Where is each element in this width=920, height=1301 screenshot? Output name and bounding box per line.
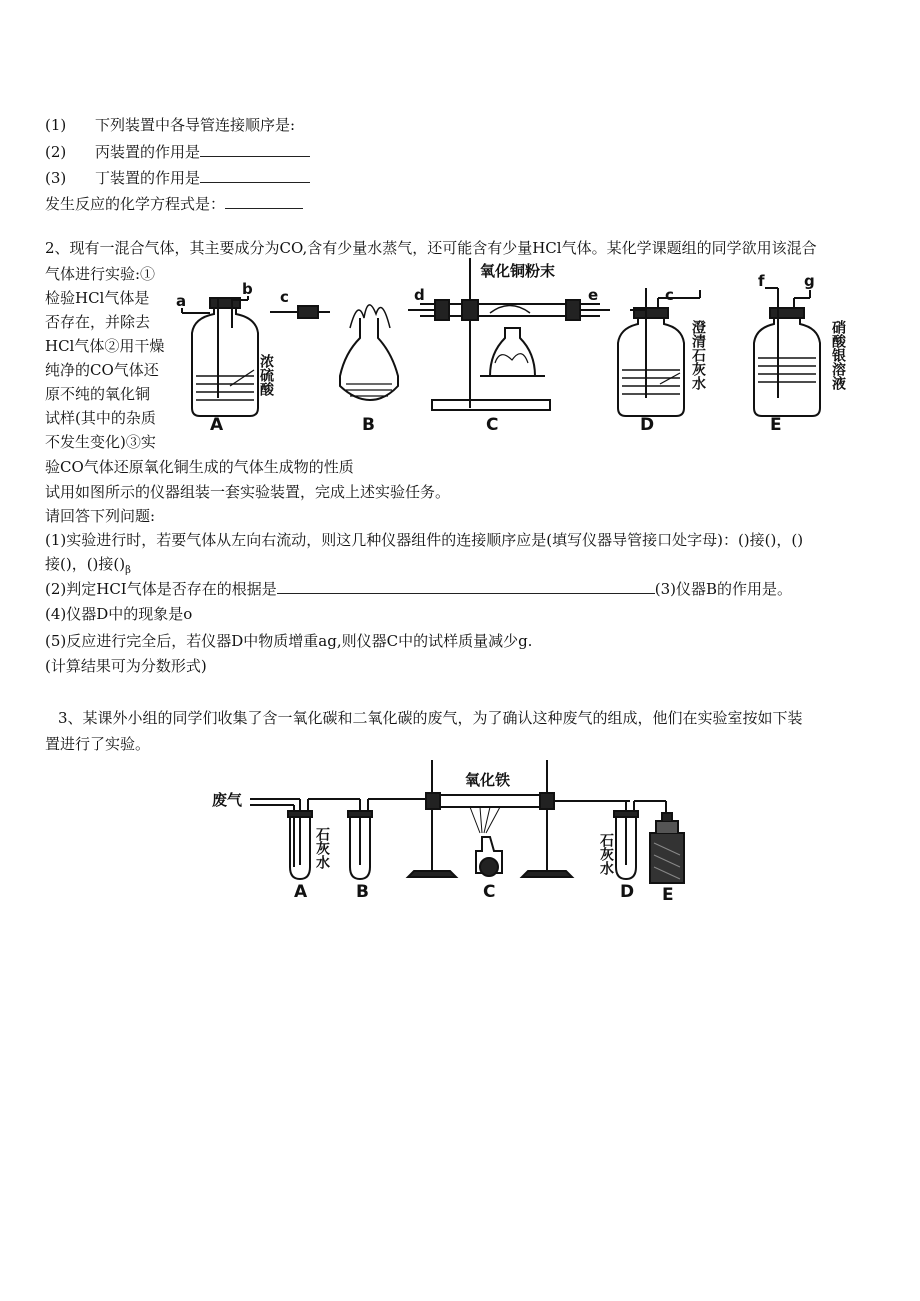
- q1-item-2-text: 丙装置的作用是: [95, 143, 201, 161]
- port-label-e: e: [588, 286, 599, 304]
- q3-line2: 置进行了实验。: [45, 735, 151, 753]
- waste-gas-label: 废气: [212, 791, 243, 809]
- q1-item-2-num: (2): [45, 143, 67, 161]
- q2-intro-line-after: 验CO气体还原氧化铜生成的气体生成物的性质: [45, 458, 354, 476]
- reagent-label-D: 澄清石灰水: [690, 320, 706, 390]
- q2-question-1-line2-text: 接()，()接(): [45, 555, 126, 573]
- limewater-label-D: 石灰水: [598, 833, 614, 875]
- q2-question-1-sub: β: [125, 565, 131, 576]
- apparatus-name-B: B: [362, 415, 375, 433]
- port-label-g: g: [804, 272, 815, 290]
- reagent-label-A: 浓硫酸: [258, 354, 274, 396]
- port-label-f: f: [758, 272, 765, 290]
- apparatus-name-C: C: [486, 415, 499, 433]
- test-tube-B: [348, 799, 440, 879]
- q2-intro-line: 检验HCl气体是: [45, 289, 150, 307]
- q2-question-5: (5)反应进行完全后，若仪器D中物质增重ag,则仪器C中的试样质量减少g.: [45, 632, 533, 650]
- apparatus-D: [618, 288, 700, 416]
- apparatus-name-A: A: [210, 415, 224, 433]
- port-label-d: d: [414, 286, 425, 304]
- q2-intro-line: 气体进行实验:①: [45, 265, 156, 283]
- apparatus-label-B: B: [356, 882, 369, 902]
- q3-line1: 3、某课外小组的同学们收集了含一氧化碳和二氧化碳的废气，为了确认这种废气的组成，他们在实验室按如下装: [58, 709, 803, 727]
- q2-question-1-line1: (1)实验进行时，若要气体从左向右流动，则这几种仪器组件的连接顺序应是(填写仪器导管接口处字母)：()接()，(): [45, 531, 804, 549]
- port-label-b: b: [242, 280, 253, 298]
- q2-note: (计算结果可为分数形式): [45, 657, 207, 675]
- q2-apparatus-figure: [170, 258, 900, 433]
- q2-intro-line: HCl气体②用干燥: [45, 337, 165, 355]
- q1-item-3: [45, 168, 310, 188]
- q1-item-1-num: (1): [45, 116, 67, 134]
- apparatus-E: [754, 288, 820, 416]
- q2-prompt: 请回答下列问题:: [45, 507, 156, 525]
- answer-blank[interactable]: [200, 168, 310, 183]
- heating-apparatus-C: [408, 760, 630, 877]
- q2-question-3: (3)仪器B的作用是。: [654, 580, 793, 598]
- q1-equation: [45, 194, 303, 214]
- answer-blank[interactable]: [200, 142, 310, 157]
- apparatus-label-A: A: [294, 882, 308, 902]
- burner-E: [650, 813, 684, 883]
- q2-intro-line: 试样(其中的杂质: [45, 409, 156, 427]
- reagent-label-E: 硝酸银溶液: [830, 320, 846, 390]
- iron-oxide-label: 氧化铁: [465, 771, 511, 789]
- q2-intro-line1: 2、现有一混合气体，其主要成分为CO,含有少量水蒸气，还可能含有少量HCl气体。某化学课题组的同学欲用该混合: [45, 239, 817, 257]
- apparatus-A: [182, 296, 258, 416]
- q2-question-1-line2: [45, 554, 131, 581]
- q2-question-2: (2)判定HCI气体是否存在的根据是: [45, 580, 277, 598]
- apparatus-label-D: D: [620, 882, 635, 902]
- q2-task: 试用如图所示的仪器组装一套实验装置，完成上述实验任务。: [45, 483, 451, 501]
- q1-item-1-text: 下列装置中各导管连接顺序是:: [95, 116, 296, 134]
- q3-apparatus-figure: [210, 755, 690, 905]
- port-label-a: a: [176, 292, 187, 310]
- q1-item-2: [45, 142, 310, 162]
- q1-equation-text: 发生反应的化学方程式是：: [45, 195, 226, 213]
- answer-blank[interactable]: [277, 579, 655, 594]
- q2-intro-line: 纯净的CO气体还: [45, 361, 159, 379]
- q2-question-4: (4)仪器D中的现象是o: [45, 605, 193, 623]
- apparatus-name-D: D: [640, 415, 655, 433]
- apparatus-name-E: E: [770, 415, 782, 433]
- port-label-c2: c: [665, 286, 674, 304]
- q2-intro-line: 不发生变化)③实: [45, 433, 156, 451]
- reagent-label-C: 氧化铜粉末: [480, 262, 556, 280]
- answer-blank[interactable]: [225, 194, 303, 209]
- q1-item-3-num: (3): [45, 169, 67, 187]
- q1-item-3-text: 丁装置的作用是: [95, 169, 201, 187]
- q2-intro-line: 原不纯的氧化铜: [45, 385, 151, 403]
- q1-item-1: [45, 115, 295, 135]
- q2-question-2-3: [45, 579, 792, 599]
- apparatus-C: [408, 258, 610, 410]
- apparatus-label-C: C: [483, 882, 496, 902]
- apparatus-B: [270, 305, 398, 400]
- limewater-label-A: 石灰水: [314, 827, 330, 869]
- q2-intro-line: 否存在，并除去: [45, 313, 151, 331]
- apparatus-label-E: E: [662, 885, 674, 905]
- port-label-c: c: [280, 288, 289, 306]
